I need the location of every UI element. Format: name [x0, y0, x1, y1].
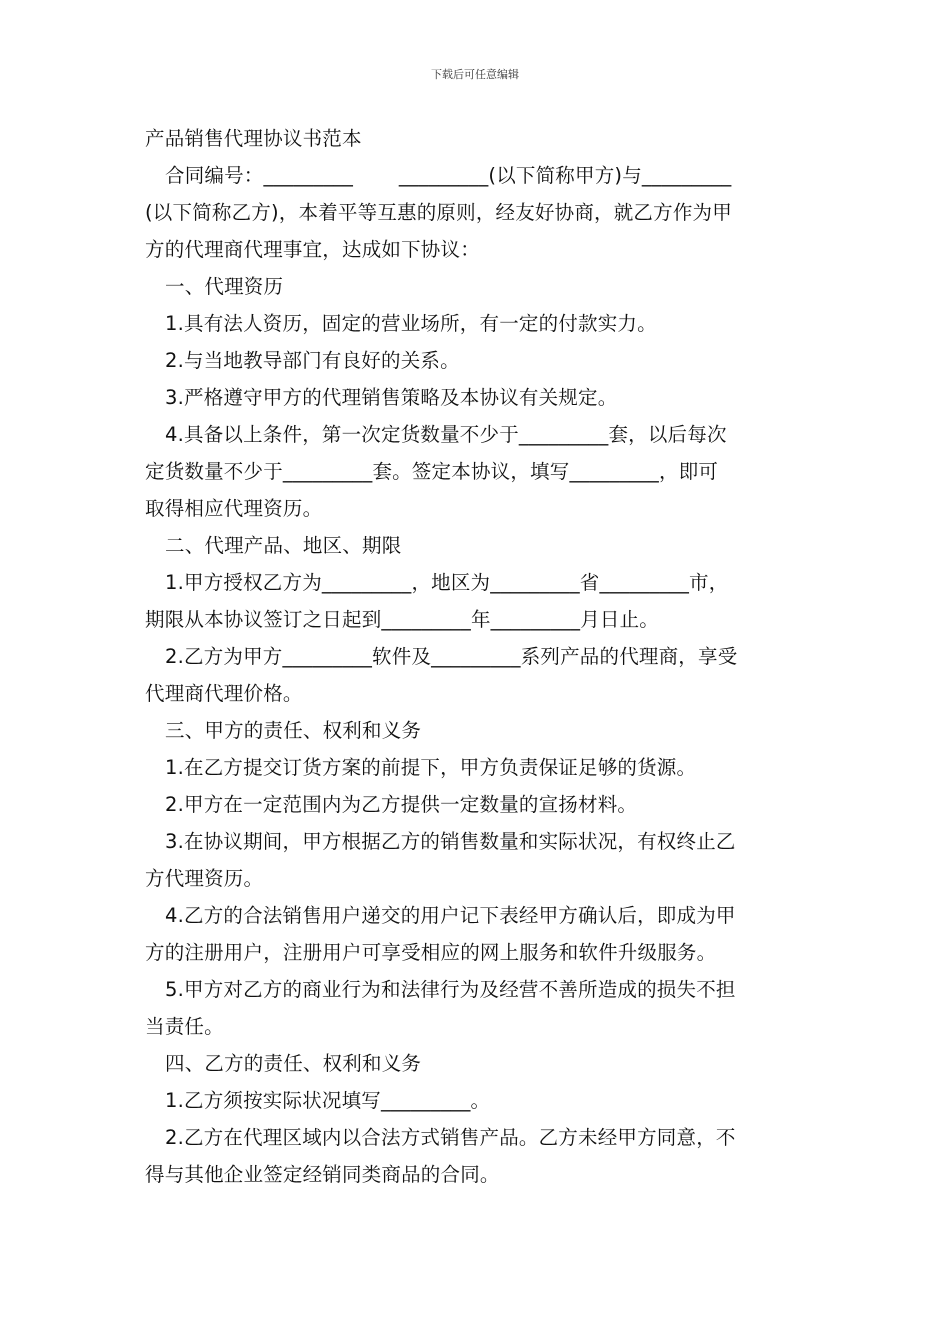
page-header: 下载后可任意编辑: [431, 68, 519, 81]
document-paragraph: 3.在协议期间，甲方根据乙方的销售数量和实际状况，有权终止乙: [165, 830, 736, 853]
document-paragraph: 合同编号：_________ _________(以下简称甲方)与_________: [165, 164, 732, 187]
document-paragraph: 1.具有法人资历，固定的营业场所，有一定的付款实力。: [165, 312, 657, 335]
document-paragraph: 1.乙方须按实际状况填写_________。: [165, 1089, 491, 1112]
document-paragraph: 1.在乙方提交订货方案的前提下，甲方负责保证足够的货源。: [165, 756, 697, 779]
document-paragraph: 2.甲方在一定范围内为乙方提供一定数量的宣扬材料。: [165, 793, 638, 816]
document-paragraph: 二、代理产品、地区、期限: [165, 534, 402, 557]
document-paragraph: 方代理资历。: [145, 867, 264, 890]
document-paragraph: 2.乙方为甲方_________软件及_________系列产品的代理商，享受: [165, 645, 738, 668]
document-paragraph: 1.甲方授权乙方为_________，地区为_________省_________市，: [165, 571, 729, 594]
document-paragraph: (以下简称乙方)，本着平等互惠的原则，经友好协商，就乙方作为甲: [145, 201, 732, 224]
document-paragraph: 5.甲方对乙方的商业行为和法律行为及经营不善所造成的损失不担: [165, 978, 736, 1001]
document-body: [145, 120, 809, 1193]
document-paragraph: 当责任。: [145, 1015, 224, 1038]
document-paragraph: 2.乙方在代理区域内以合法方式销售产品。乙方未经甲方同意，不: [165, 1126, 736, 1149]
document-paragraph: 四、乙方的责任、权利和义务: [165, 1052, 422, 1075]
document-paragraph: 4.具备以上条件，第一次定货数量不少于_________套，以后每次: [165, 423, 727, 446]
document-title: 产品销售代理协议书范本: [145, 127, 362, 150]
document-paragraph: 期限从本协议签订之日起到_________年_________月日止。: [145, 608, 660, 631]
document-paragraph: 4.乙方的合法销售用户递交的用户记下表经甲方确认后，即成为甲: [165, 904, 736, 927]
document-paragraph: 方的代理商代理事宜，达成如下协议：: [145, 238, 480, 261]
document-paragraph: 2.与当地教导部门有良好的关系。: [165, 349, 460, 372]
document-paragraph: 定货数量不少于_________套。签定本协议，填写_________，即可: [145, 460, 719, 483]
document-paragraph: 三、甲方的责任、权利和义务: [165, 719, 422, 742]
document-paragraph: 一、代理资历: [165, 275, 284, 298]
document-paragraph: 方的注册用户，注册用户可享受相应的网上服务和软件升级服务。: [145, 941, 717, 964]
document-paragraph: 代理商代理价格。: [145, 682, 303, 705]
document-paragraph: 3.严格遵守甲方的代理销售策略及本协议有关规定。: [165, 386, 618, 409]
document-paragraph: 得与其他企业签定经销同类商品的合同。: [145, 1163, 500, 1186]
document-paragraph: 取得相应代理资历。: [145, 497, 323, 520]
